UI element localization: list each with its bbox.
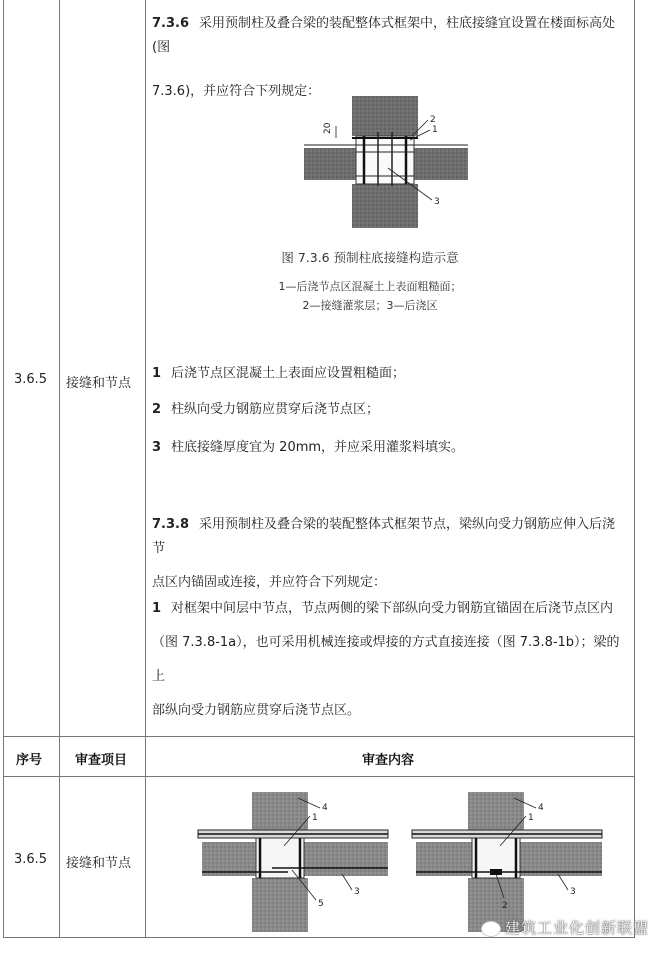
fig-a-callout-4: 4 (322, 803, 328, 813)
header-seq: 序号 (16, 753, 43, 768)
item-736-3 (152, 436, 626, 460)
row2-seq: 3.6.5 (14, 852, 48, 867)
clause-736-number: 7.3.6 (152, 16, 190, 31)
b-left-beam (416, 842, 472, 876)
header-content: 审查内容 (362, 753, 415, 768)
item-736-1-number: 1 (152, 366, 162, 381)
fig-b-callout-1: 1 (528, 813, 534, 823)
figure-736-legend-1: 1—后浇节点区混凝土上表面粗糙面； (278, 280, 462, 293)
a-left-beam (202, 842, 256, 876)
fig-b-callout-3: 3 (570, 887, 576, 897)
row2-item: 接缝和节点 (66, 856, 132, 871)
b-right-beam (520, 842, 602, 876)
item-736-3-text: 柱底接缝厚度宜为 20mm，并应采用灌浆料填实。 (171, 440, 465, 455)
fig-a-callout-5: 5 (318, 899, 324, 909)
item-736-3-number: 3 (152, 440, 162, 455)
clause-736-line1: 采用预制柱及叠合梁的装配整体式框架中，柱底接缝宜设置在楼面标高处(图 (152, 16, 616, 55)
figure-738-1b-diagram (408, 786, 608, 934)
row-divider-top (4, 736, 634, 737)
figure-736-caption: 图 7.3.6 预制柱底接缝构造示意 (281, 250, 459, 265)
header-item: 审查项目 (75, 753, 128, 768)
figure-736-diagram (292, 92, 472, 232)
item-736-1-text: 后浇节点区混凝土上表面应设置粗糙面； (171, 366, 406, 381)
fig736-dim: 20 (323, 122, 333, 134)
item-738-1 (152, 592, 626, 728)
item-736-2-text: 柱纵向受力钢筋应贯穿后浇节点区； (171, 402, 380, 417)
item-738-1-line2: （图 7.3.8-1a），也可采用机械连接或焊接的方式直接连接（图 7.3.8-1b）；梁的上 (152, 635, 620, 684)
watermark (481, 917, 649, 938)
fig-b-callout-4: 4 (538, 803, 544, 813)
item-738-1-line3: 部纵向受力钢筋应贯穿后浇节点区。 (152, 703, 361, 718)
item-738-1-line1: 对框架中间层中节点，节点两侧的梁下部纵向受力钢筋宜锚固在后浇节点区内 (171, 601, 614, 616)
fig736-callout-2: 2 (430, 115, 436, 125)
clause-738-number: 7.3.8 (152, 517, 190, 532)
a-lower-column (252, 878, 308, 932)
item-738-1-number: 1 (152, 601, 162, 616)
clause-738-line2: 点区内锚固或连接，并应符合下列规定： (152, 575, 387, 590)
clause-736-line2: 7.3.6)，并应符合下列规定： (152, 84, 321, 99)
fig-a-callout-3: 3 (354, 887, 360, 897)
left-beam (304, 148, 356, 180)
clause-738 (152, 513, 626, 595)
fig-b-callout-2: 2 (502, 901, 508, 911)
row1-seq: 3.6.5 (14, 372, 48, 387)
col-divider-1 (59, 0, 60, 938)
col-divider-2 (145, 0, 146, 938)
item-736-2-number: 2 (152, 402, 162, 417)
lower-column (352, 184, 418, 228)
watermark-text: 建筑工业化创新联盟 (504, 919, 649, 937)
item-736-1 (152, 362, 626, 386)
clause-738-line1: 采用预制柱及叠合梁的装配整体式框架节点，梁纵向受力钢筋应伸入后浇节 (152, 517, 616, 556)
row1-item: 接缝和节点 (66, 376, 132, 391)
figure-736-legend-2: 2—接缝灌浆层；3—后浇区 (302, 299, 438, 312)
fig-a-callout-1: 1 (312, 813, 318, 823)
wechat-icon (481, 921, 501, 937)
fig736-callout-3: 3 (434, 197, 440, 207)
figure-738-1a-diagram (192, 786, 392, 934)
right-beam (414, 148, 468, 180)
item-736-2 (152, 398, 626, 422)
clause-736 (152, 12, 626, 104)
row-divider-header (4, 776, 634, 777)
a-right-beam (304, 842, 388, 876)
fig736-callout-1: 1 (432, 125, 438, 135)
upper-column (352, 96, 418, 136)
